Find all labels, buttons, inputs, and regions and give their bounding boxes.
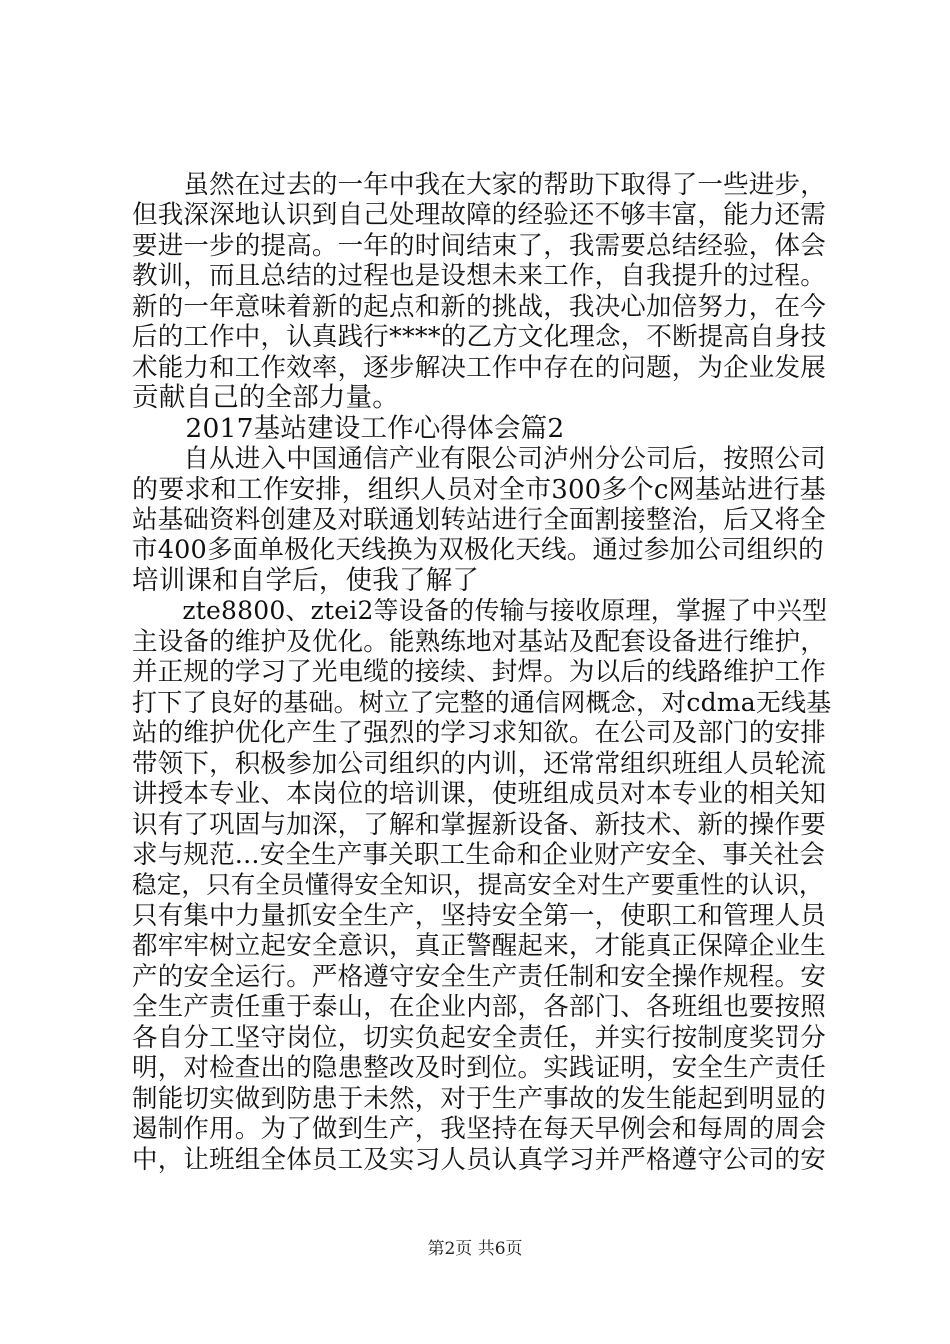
body-text-line: 遏制作用。为了做到生产，我坚持在每天早例会和每周的周会 — [132, 1114, 826, 1145]
body-text-line: 的要求和工作安排，组织人员对全市300多个c网基站进行基 — [132, 474, 826, 505]
body-text-line: 明，对检查出的隐患整改及时到位。实践证明，安全生产责任 — [132, 1053, 826, 1084]
section-heading: 2017基站建设工作心得体会篇2 — [132, 412, 565, 444]
body-text-line: 稳定，只有全员懂得安全知识，提高安全对生产要重性的认识， — [132, 870, 824, 900]
body-text-line: 全生产责任重于泰山，在企业内部，各部门、各班组也要按照 — [132, 992, 826, 1023]
body-text-line: 主设备的维护及优化。能熟练地对基站及配套设备进行维护， — [132, 626, 826, 657]
body-text-line: 识有了巩固与加深，了解和掌握新设备、新技术、新的操作要 — [132, 809, 826, 840]
body-text-line: 后的工作中，认真践行****的乙方文化理念，不断提高自身技 — [132, 322, 827, 353]
body-text-line: 市400多面单极化天线换为双极化天线。通过参加公司组织的 — [132, 535, 824, 566]
body-text-line: 要进一步的提高。一年的时间结束了，我需要总结经验，体会 — [132, 230, 826, 261]
body-text-line: 术能力和工作效率，逐步解决工作中存在的问题，为企业发展 — [132, 352, 826, 383]
body-text-line: 带领下，积极参加公司组织的内训，还常常组织班组人员轮流 — [132, 748, 826, 779]
body-text-line: 各自分工坚守岗位，切实负起安全责任，并实行按制度奖罚分 — [132, 1022, 826, 1053]
body-text-line: 虽然在过去的一年中我在大家的帮助下取得了一些进步， — [132, 170, 826, 200]
body-text-line: 只有集中力量抓安全生产，坚持安全第一，使职工和管理人员 — [132, 900, 826, 931]
body-text-line: 站基础资料创建及对联通划转站进行全面割接整治，后又将全 — [132, 505, 826, 535]
body-text-line: 产的安全运行。严格遵守安全生产责任制和安全操作规程。安 — [132, 961, 826, 992]
body-text-line: 教训，而且总结的过程也是设想未来工作，自我提升的过程。 — [132, 261, 826, 292]
body-text-line: 但我深深地认识到自己处理故障的经验还不够丰富，能力还需 — [132, 200, 826, 231]
body-text-line: 求与规范...安全生产事关职工生命和企业财产安全、事关社会 — [132, 840, 826, 870]
body-text-line: 培训课和自学后，使我了解了 — [132, 564, 480, 596]
body-text-line: 打下了良好的基础。树立了完整的通信网概念，对cdma无线基 — [132, 687, 832, 717]
body-text-line: 自从进入中国通信产业有限公司泸州分公司后，按照公司 — [132, 444, 826, 475]
body-text-line: 贡献自己的全部力量。 — [132, 382, 399, 414]
body-text-line: 讲授本专业、本岗位的培训课，使班组成员对本专业的相关知 — [132, 779, 826, 810]
page-number: 第2页 共6页 — [427, 1239, 523, 1259]
body-text-line: 中，让班组全体员工及实习人员认真学习并严格遵守公司的安 — [132, 1144, 826, 1175]
body-text-line: 站的维护优化产生了强烈的学习求知欲。在公司及部门的安排 — [132, 718, 826, 749]
body-text-line: zte8800、ztei2等设备的传输与接收原理，掌握了中兴型 — [132, 596, 828, 626]
body-text-line: 都牢牢树立起安全意识，真正警醒起来，才能真正保障企业生 — [132, 931, 826, 962]
body-text-line: 并正规的学习了光电缆的接续、封焊。为以后的线路维护工作 — [132, 657, 826, 688]
body-text-line: 新的一年意味着新的起点和新的挑战，我决心加倍努力，在今 — [132, 291, 826, 322]
body-text-line: 制能切实做到防患于未然，对于生产事故的发生能起到明显的 — [132, 1083, 826, 1114]
